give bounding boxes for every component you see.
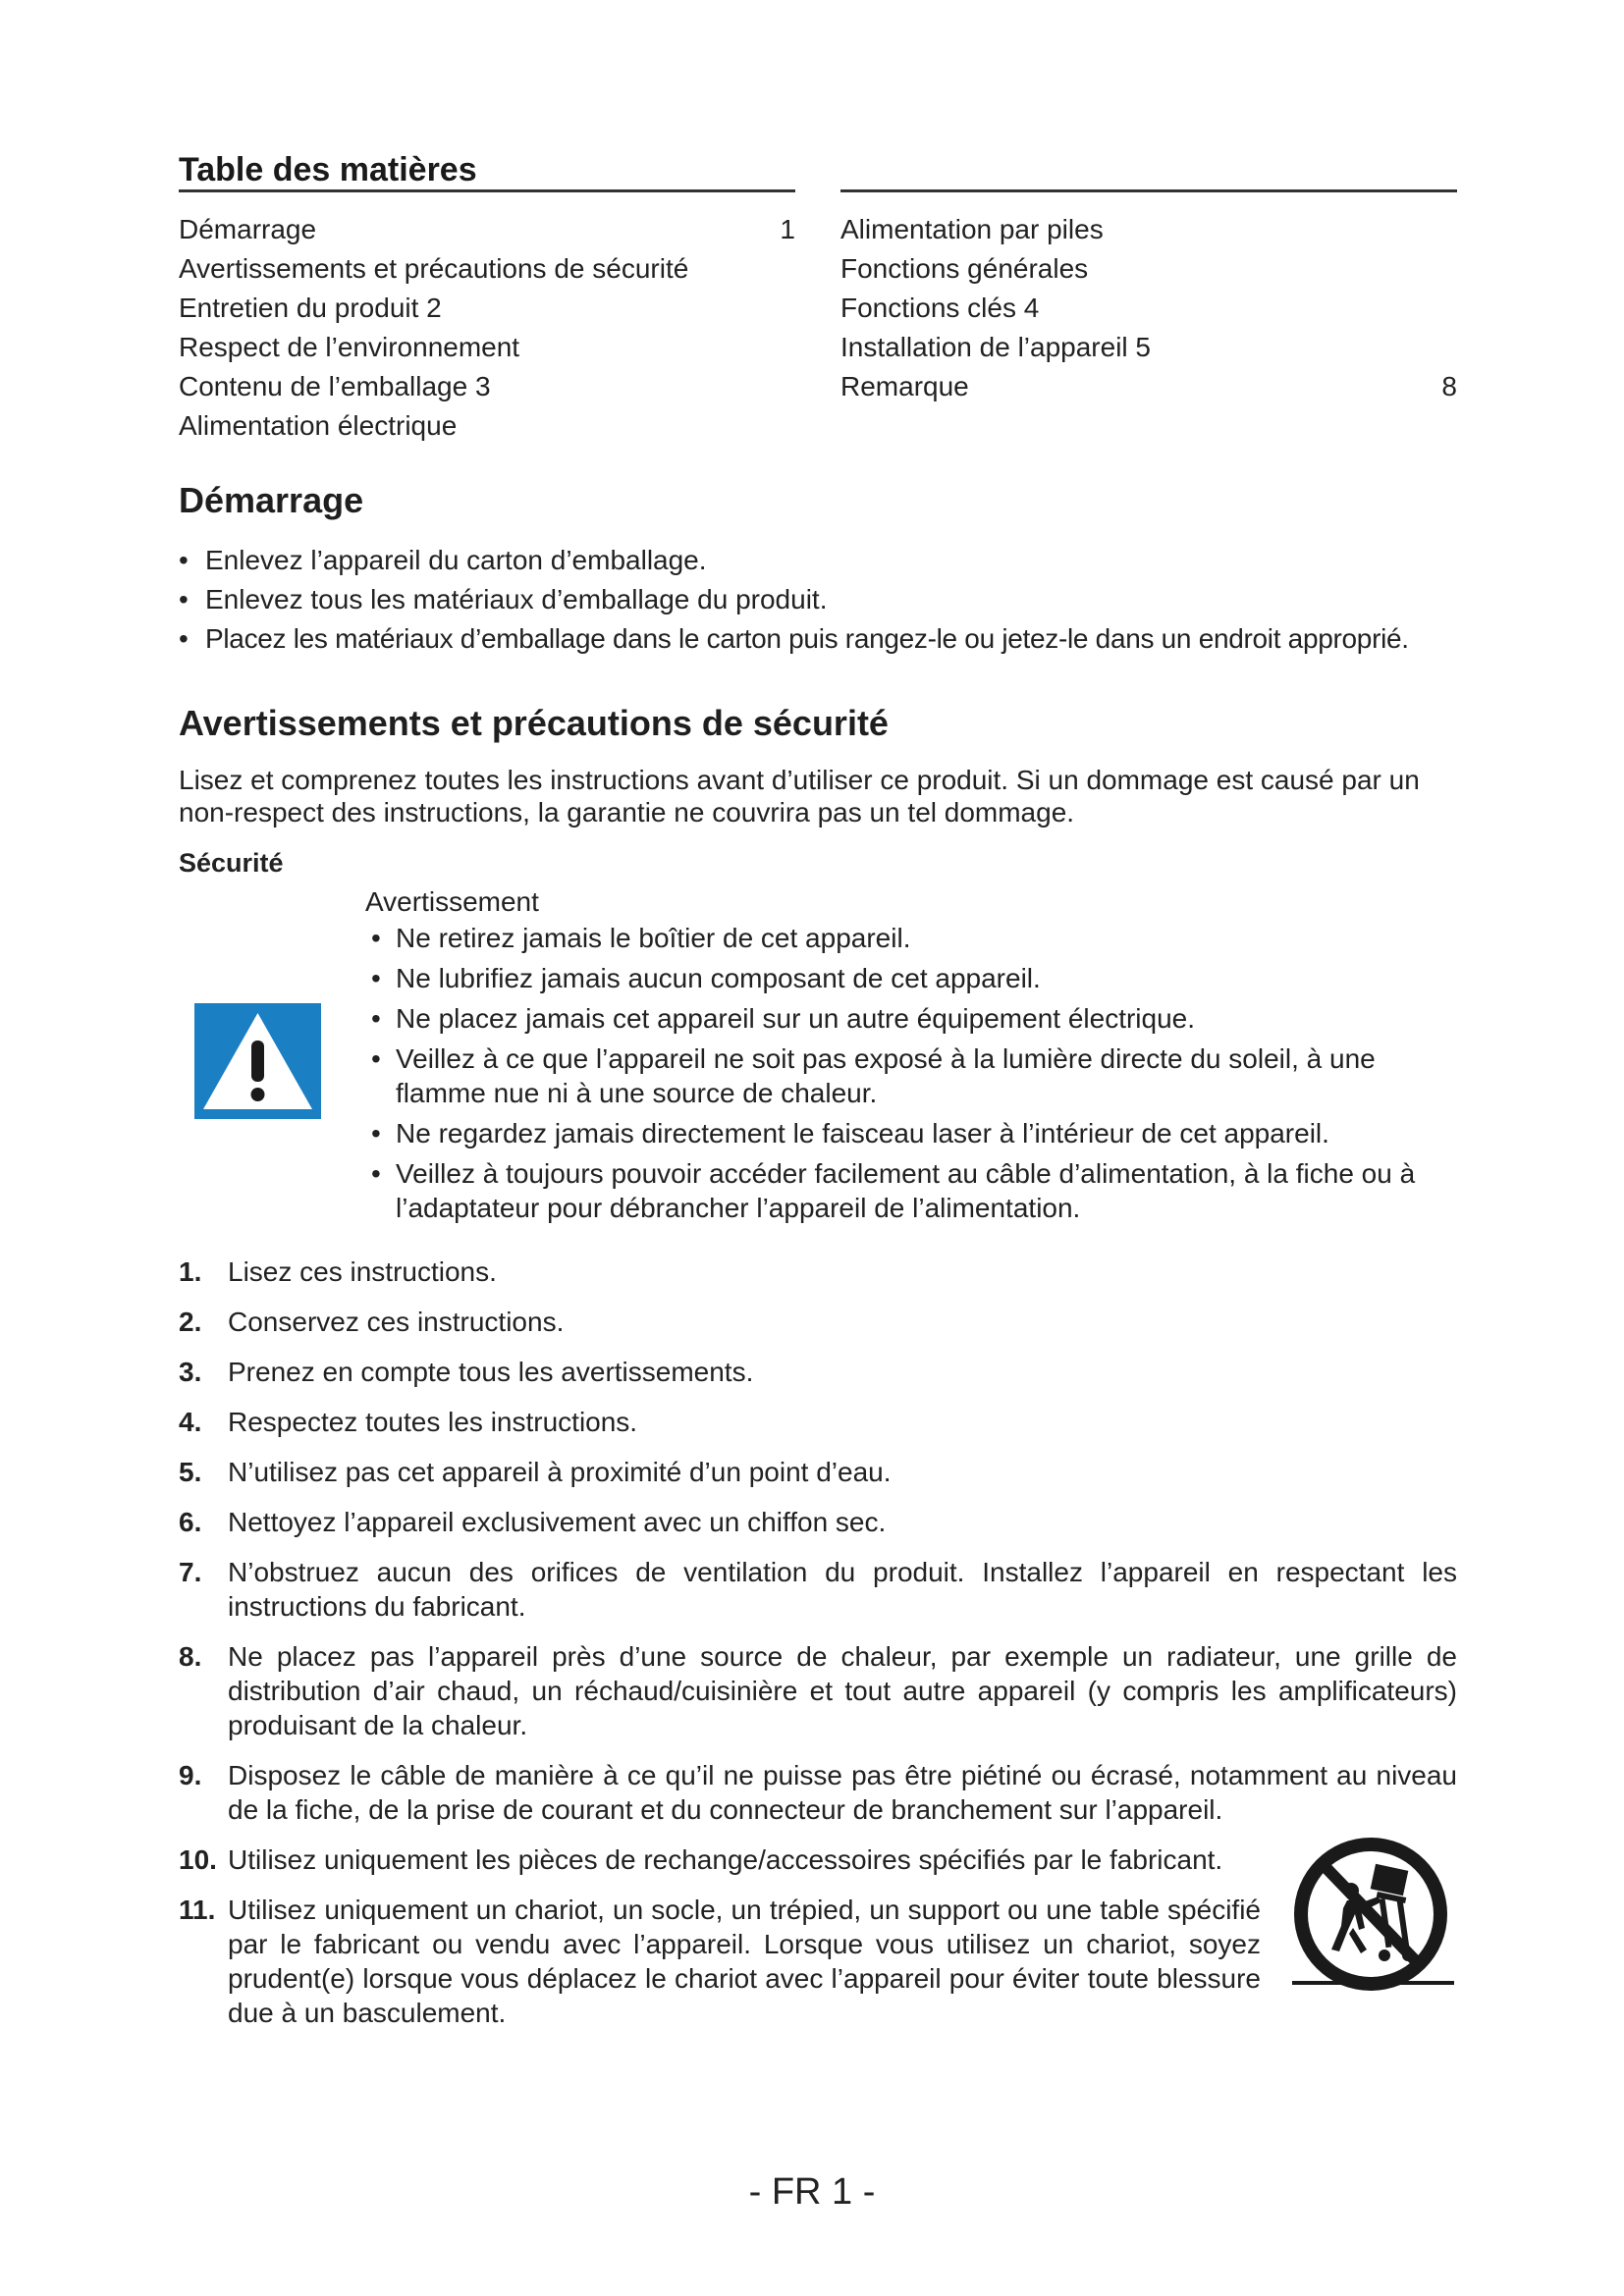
toc-left-column	[179, 210, 795, 446]
toc-entry: Respect de l’environnement	[179, 332, 520, 362]
demarrage-bullet-list	[179, 541, 1457, 659]
list-item: • Ne regardez jamais directement le faisceau laser à l’intérieur de cet appareil.	[371, 1118, 1329, 1148]
list-item: • Placez les matériaux d’emballage dans le carton puis rangez-le ou jetez-le dans un endroit approprié.	[179, 623, 1409, 654]
section-heading-demarrage: Démarrage	[179, 480, 364, 520]
list-item: • Enlevez tous les matériaux d’emballage du produit.	[179, 584, 828, 614]
toc-entry: Remarque 8	[840, 371, 1457, 401]
toc-right-column	[840, 210, 1457, 406]
toc-entry: Entretien du produit 2	[179, 293, 442, 323]
toc-entry: Contenu de l’emballage 3	[179, 371, 491, 401]
list-item: 11. Utilisez uniquement un chariot, un socle, un trépied, un support ou une table spécifié par le fabricant ou vendu avec l’appareil. Lorsque vous utilisez un chariot, soyez prudent(e) lorsque vous déplacez le chariot avec l’appareil pour éviter toute blessure due à un basculement.	[179, 1895, 1261, 2028]
list-item: 2. Conservez ces instructions.	[179, 1307, 565, 1337]
list-item: • Ne placez jamais cet appareil sur un autre équipement électrique.	[371, 1003, 1196, 1034]
toc-entry: Installation de l’appareil 5	[840, 332, 1151, 362]
warning-block	[365, 883, 1455, 1231]
toc-rule-right	[840, 189, 1457, 192]
toc-entry: Fonctions générales	[840, 253, 1089, 284]
toc-entry: Alimentation par piles	[840, 214, 1104, 244]
warning-title: Avertissement	[365, 886, 539, 917]
list-item: 1. Lisez ces instructions.	[179, 1256, 497, 1287]
list-item: 5. N’utilisez pas cet appareil à proximité d’un point d’eau.	[179, 1457, 892, 1487]
toc-title: Table des matières	[179, 151, 477, 188]
cart-tip-over-icon	[1282, 1834, 1459, 2001]
page-number: - FR 1 -	[748, 2171, 876, 2213]
list-item: 7. N’obstruez aucun des orifices de ventilation du produit. Installez l’appareil en respectant les instructions du fabricant.	[179, 1557, 1457, 1622]
list-item: • Ne lubrifiez jamais aucun composant de cet appareil.	[371, 963, 1041, 993]
warning-list	[365, 921, 1455, 1225]
list-item: 10. Utilisez uniquement les pièces de rechange/accessoires spécifiés par le fabricant.	[179, 1844, 1223, 1875]
toc-rule-left	[179, 189, 795, 192]
instruction-list	[179, 1255, 1457, 2046]
list-item: • Enlevez l’appareil du carton d’emballage.	[179, 545, 707, 575]
list-item: • Veillez à ce que l’appareil ne soit pas exposé à la lumière directe du soleil, à une flamme nue ni à une source de chaleur.	[371, 1043, 1376, 1108]
list-item: 8. Ne placez pas l’appareil près d’une source de chaleur, par exemple un radiateur, une grille de distribution d’air chaud, un réchaud/cuisinière et tout autre appareil (y compris les amplificateurs) produisant de la chaleur.	[179, 1641, 1457, 1740]
list-item: 9. Disposez le câble de manière à ce qu’il ne puisse pas être piétiné ou écrasé, notamment au niveau de la fiche, de la prise de courant et du connecteur de branchement sur l’appareil.	[179, 1760, 1457, 1825]
list-item: 4. Respectez toutes les instructions.	[179, 1407, 638, 1437]
safety-intro-paragraph: Lisez et comprenez toutes les instructions avant d’utiliser ce produit. Si un dommage est causé par un non-respect des instructions, la garantie ne couvrira pas un tel dommage.	[179, 765, 1420, 828]
list-item: 6. Nettoyez l’appareil exclusivement avec un chiffon sec.	[179, 1507, 887, 1537]
warning-triangle-icon	[194, 1003, 321, 1119]
list-item: 3. Prenez en compte tous les avertissements.	[179, 1357, 754, 1387]
section-heading-safety: Avertissements et précautions de sécurité	[179, 703, 889, 743]
toc-entry: Fonctions clés 4	[840, 293, 1040, 323]
list-item: • Veillez à toujours pouvoir accéder facilement au câble d’alimentation, à la fiche ou à l’adaptateur pour débrancher l’appareil de l’alimentation.	[371, 1158, 1416, 1223]
safety-subheading: Sécurité	[179, 848, 284, 878]
toc-entry: Démarrage 1	[179, 214, 795, 244]
list-item: • Ne retirez jamais le boîtier de cet appareil.	[371, 923, 911, 953]
toc-entry: Avertissements et précautions de sécurité	[179, 253, 689, 284]
toc-entry: Alimentation électrique	[179, 410, 458, 441]
